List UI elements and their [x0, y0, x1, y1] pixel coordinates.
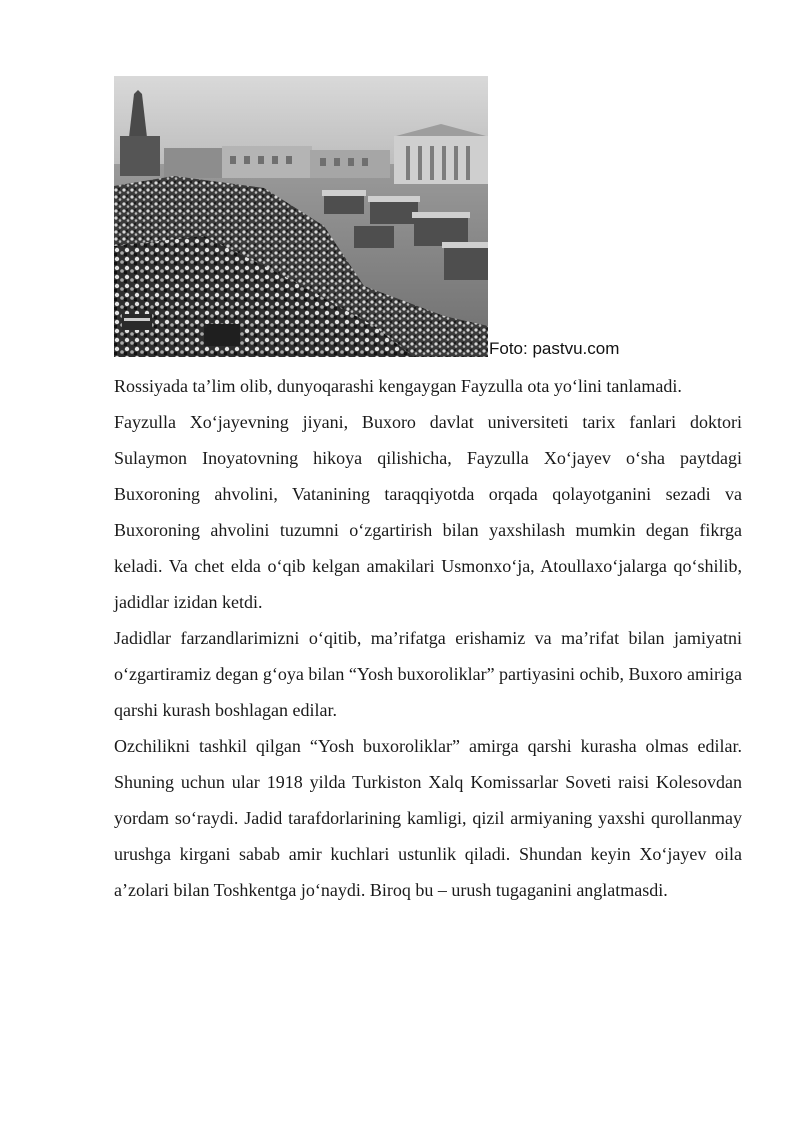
paragraph: Rossiyada ta’lim olib, dunyoqarashi kengaygan Fayzulla ota yo‘lini tanlamadi. [114, 376, 682, 396]
article-body [114, 368, 742, 908]
paragraph: Fayzulla Xo‘jayevning jiyani, Buxoro davlat universiteti tarix fanlari doktori Sulaymon Inoyatovning hikoya qilishicha, Fayzulla Xo‘jayev o‘sha paytdagi Buxoroning ahvolini, Vatanining taraqqiyotda orqada qolayotganini sezadi va Buxoroning ahvolini tuzumni o‘zgartirish bilan yaxshilash mumkin degan fikrga keladi. Va chet elda o‘qib kelgan amakilari Usmonxo‘ja, Atoullaxo‘jalarga qo‘shilib, jadidlar izidan ketdi. [114, 412, 742, 612]
market-square-photo [114, 76, 488, 357]
photo-row [114, 76, 674, 357]
paragraph: Jadidlar farzandlarimizni o‘qitib, ma’rifatga erishamiz va ma’rifat bilan jamiyatni o‘zgartiramiz degan g‘oya bilan “Yosh buxoroliklar” partiyasini ochib, Buxoro amiriga qarshi kurash boshlagan edilar. [114, 628, 743, 720]
photo-caption: Foto: pastvu.com [489, 339, 620, 358]
paragraph: Ozchilikni tashkil qilgan “Yosh buxoroliklar” amirga qarshi kurasha olmas edilar. Shuning uchun ular 1918 yilda Turkiston Xalq Komissarlar Soveti raisi Kolesovdan yordam so‘raydi. Jadid tarafdorlarining kamligi, qizil armiyaning yaxshi qurollanmay urushga kirgani sabab amir kuchlari ustunlik qiladi. Shundan keyin Xo‘jayev oila a’zolari bilan Toshkentga jo‘naydi. Biroq bu – urush tugaganini anglatmasdi. [114, 736, 742, 900]
photo-illustration [114, 76, 488, 357]
